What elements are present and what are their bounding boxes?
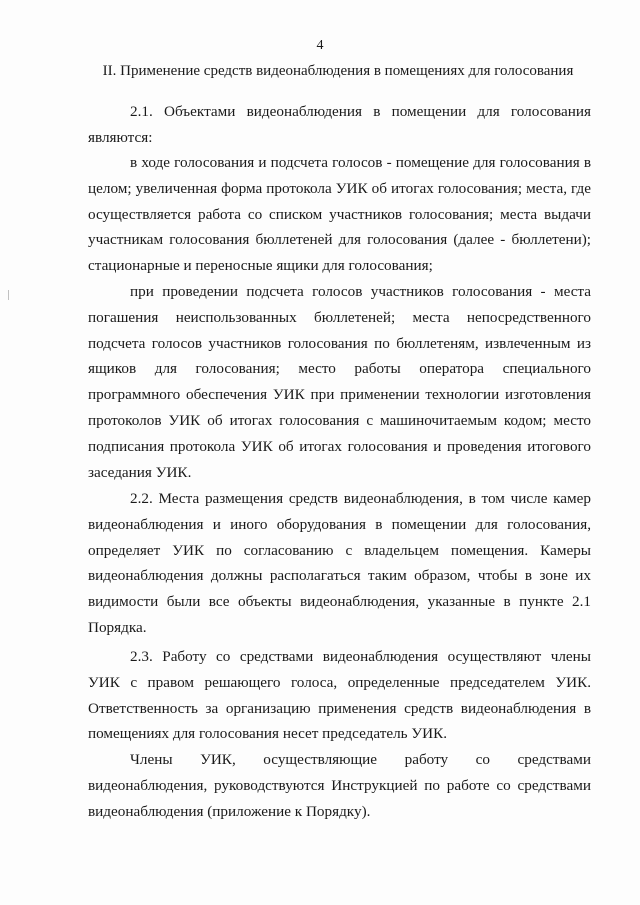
paragraph-voting-objects bbox=[88, 150, 591, 279]
paragraph-text: 2.2. Места размещения средств видеонаблюдения, в том числе камер видеонаблюдения и иного оборудования в помещении для голосования, определяет УИК по согласованию с владельцем помещения. Камеры видеонаблюдения должны располагаться таким образом, чтобы в зоне их видимости были все объекты видеонаблюдения, указанные в пункте 2.1 Порядка. bbox=[88, 490, 591, 636]
paragraph-text: 2.3. Работу со средствами видеонаблюдения осуществляют члены УИК с правом решающего голоса, определенные председателем УИК. Ответственность за организацию применения средств видеонаблюдения в помещениях для голосования несет председатель УИК. bbox=[88, 648, 591, 743]
paragraph-counting-objects bbox=[88, 279, 591, 485]
scan-edge-mark bbox=[8, 290, 9, 300]
paragraph-text: Члены УИК, осуществляющие работу со средствами видеонаблюдения, руководствуются Инструкцией по работе со средствами видеонаблюдения (приложение к Порядку). bbox=[88, 751, 591, 820]
page-number: 4 bbox=[316, 38, 324, 53]
paragraph-text: 2.1. Объектами видеонаблюдения в помещении для голосования являются: bbox=[88, 103, 591, 146]
paragraph-2-1 bbox=[88, 99, 591, 151]
paragraph-text: в ходе голосования и подсчета голосов - помещение для голосования в целом; увеличенная форма протокола УИК об итогах голосования; места, где осуществляется работа со списком участников голосования; места выдачи участникам голосования бюллетеней для голосования (далее - бюллетени); стационарные и переносные ящики для голосования; bbox=[88, 154, 591, 275]
paragraph-2-3 bbox=[88, 644, 591, 747]
section-heading: II. Применение средств видеонаблюдения в помещениях для голосования bbox=[102, 63, 574, 79]
paragraph-2-2 bbox=[88, 486, 591, 641]
paragraph-members bbox=[88, 747, 591, 824]
paragraph-text: при проведении подсчета голосов участников голосования - места погашения неиспользованных бюллетеней; места непосредственного подсчета голосов участников голосования по бюллетеням, извлеченным из ящиков для голосования; место работы оператора специального программного обеспечения УИК при применении технологии изготовления протоколов УИК об итогах голосования с машиночитаемым кодом; место подписания протокола УИК об итогах голосования и проведения итогового заседания УИК. bbox=[88, 283, 591, 481]
